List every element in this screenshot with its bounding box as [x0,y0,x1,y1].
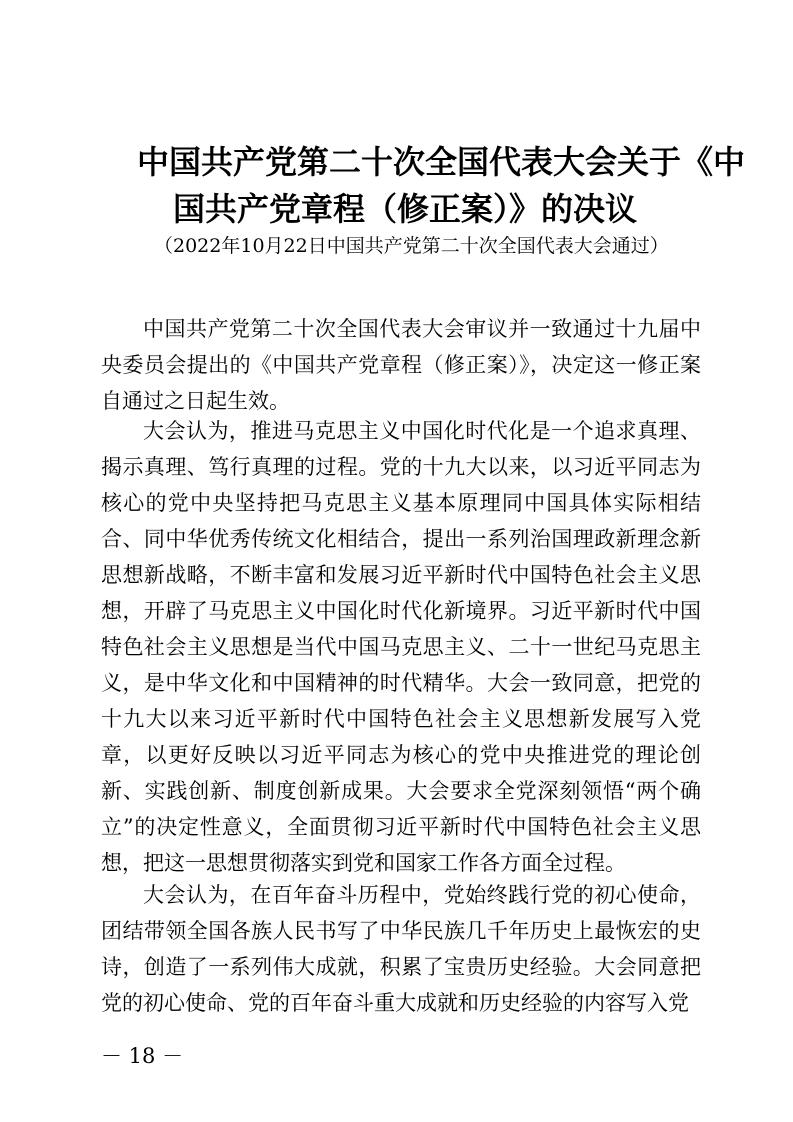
document-subtitle: （2022年10月22日中国共产党第二十次全国代表大会通过） [154,235,669,257]
body-paragraph-2: 大会认为，推进马克思主义中国化时代化是一个追求真理、揭示真理、笃行真理的过程。党的十九大以来，以习近平同志为核心的党中央坚持把马克思主义基本原理同中国具体实际相结合、同中华优秀传统文化相结合，提出一系列治国理政新理念新思想新战略，不断丰富和发展习近平新时代中国特色社会主义思想，开辟了马克思主义中国化时代化新境界。习近平新时代中国特色社会主义思想是当代中国马克思主义、二十一世纪马克思主义，是中华文化和中国精神的时代精华。大会一致同意，把党的十九大以来习近平新时代中国特色社会主义思想新发展写入党章，以更好反映以习近平同志为核心的党中央推进党的理论创新、实践创新、制度创新成果。大会要求全党深刻领悟“两个确立”的决定性意义，全面贯彻习近平新时代中国特色社会主义思想，把这一思想贯彻落实到党和国家工作各方面全过程。 [101,419,701,875]
body-paragraph-3: 大会认为，在百年奋斗历程中，党始终践行党的初心使命，团结带领全国各族人民书写了中华民族几千年历史上最恢宏的史诗，创造了一系列伟大成就，积累了宝贵历史经验。大会同意把党的初心使命、党的百年奋斗重大成就和历史经验的内容写入党 [101,883,701,1015]
body-paragraph-1: 中国共产党第二十次全国代表大会审议并一致通过十九届中央委员会提出的《中国共产党章程（修正案）》，决定这一修正案自通过之日起生效。 [101,317,701,413]
page-number: － 18 － [101,1044,184,1068]
document-title-line-1: 中国共产党第二十次全国代表大会关于《中 [137,143,746,181]
document-title-line-2: 国共产党章程（修正案）》的决议 [173,190,638,228]
